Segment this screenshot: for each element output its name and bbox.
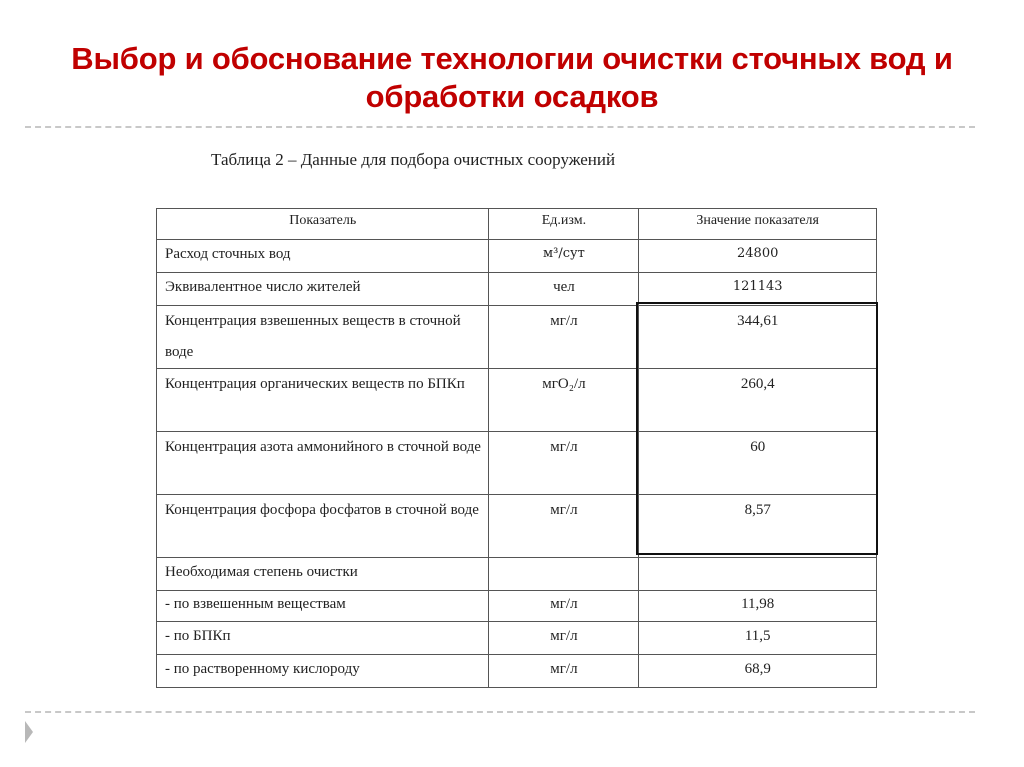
table-row xyxy=(157,240,877,273)
table-row xyxy=(157,306,877,369)
table-row xyxy=(157,622,877,655)
cell-indicator: - по взвешенным веществам xyxy=(157,591,489,622)
cell-indicator: Эквивалентное число жителей xyxy=(157,273,489,306)
header-indicator: Показатель xyxy=(157,209,489,240)
cell-unit: мг/л xyxy=(489,306,639,369)
cell-indicator: - по БПКп xyxy=(157,622,489,655)
table-row xyxy=(157,432,877,495)
footer-separator xyxy=(25,711,975,713)
cell-unit: мг/л xyxy=(489,655,639,688)
cell-value: 68,9 xyxy=(639,655,877,688)
cell-indicator: Концентрация взвешенных веществ в сточной воде xyxy=(157,306,489,369)
cell-unit: мг/л xyxy=(489,591,639,622)
cell-value xyxy=(639,558,877,591)
cell-indicator: Необходимая степень очистки xyxy=(157,558,489,591)
table-header-row xyxy=(157,209,877,240)
title-separator xyxy=(25,126,975,128)
cell-unit: чел xyxy=(489,273,639,306)
table-row xyxy=(157,495,877,558)
cell-indicator: - по растворенному кислороду xyxy=(157,655,489,688)
header-unit: Ед.изм. xyxy=(489,209,639,240)
table-caption: Таблица 2 – Данные для подбора очистных сооружений xyxy=(211,150,616,169)
cell-value: 260,4 xyxy=(639,369,877,432)
cell-value: 60 xyxy=(639,432,877,495)
triangle-right-icon xyxy=(25,721,33,743)
cell-unit: мг/л xyxy=(489,432,639,495)
table-row xyxy=(157,558,877,591)
data-table xyxy=(156,208,877,688)
cell-unit: м³/сут xyxy=(489,240,639,273)
cell-value: 121143 xyxy=(639,273,877,306)
cell-unit xyxy=(489,558,639,591)
cell-value: 11,5 xyxy=(639,622,877,655)
cell-indicator: Концентрация фосфора фосфатов в сточной воде xyxy=(157,495,489,558)
cell-value: 8,57 xyxy=(639,495,877,558)
cell-indicator: Расход сточных вод xyxy=(157,240,489,273)
header-value: Значение показателя xyxy=(639,209,877,240)
table-row xyxy=(157,591,877,622)
cell-unit: мгО₂/л xyxy=(489,369,639,432)
cell-unit: мг/л xyxy=(489,495,639,558)
cell-value: 11,98 xyxy=(639,591,877,622)
table-row xyxy=(157,369,877,432)
cell-value: 344,61 xyxy=(639,306,877,369)
table-row xyxy=(157,273,877,306)
table-row xyxy=(157,655,877,688)
cell-indicator: Концентрация азота аммонийного в сточной воде xyxy=(157,432,489,495)
cell-indicator: Концентрация органических веществ по БПКп xyxy=(157,369,489,432)
cell-value: 24800 xyxy=(639,240,877,273)
cell-unit: мг/л xyxy=(489,622,639,655)
slide-title: Выбор и обоснование технологии очистки сточных вод и обработки осадков xyxy=(71,41,953,114)
